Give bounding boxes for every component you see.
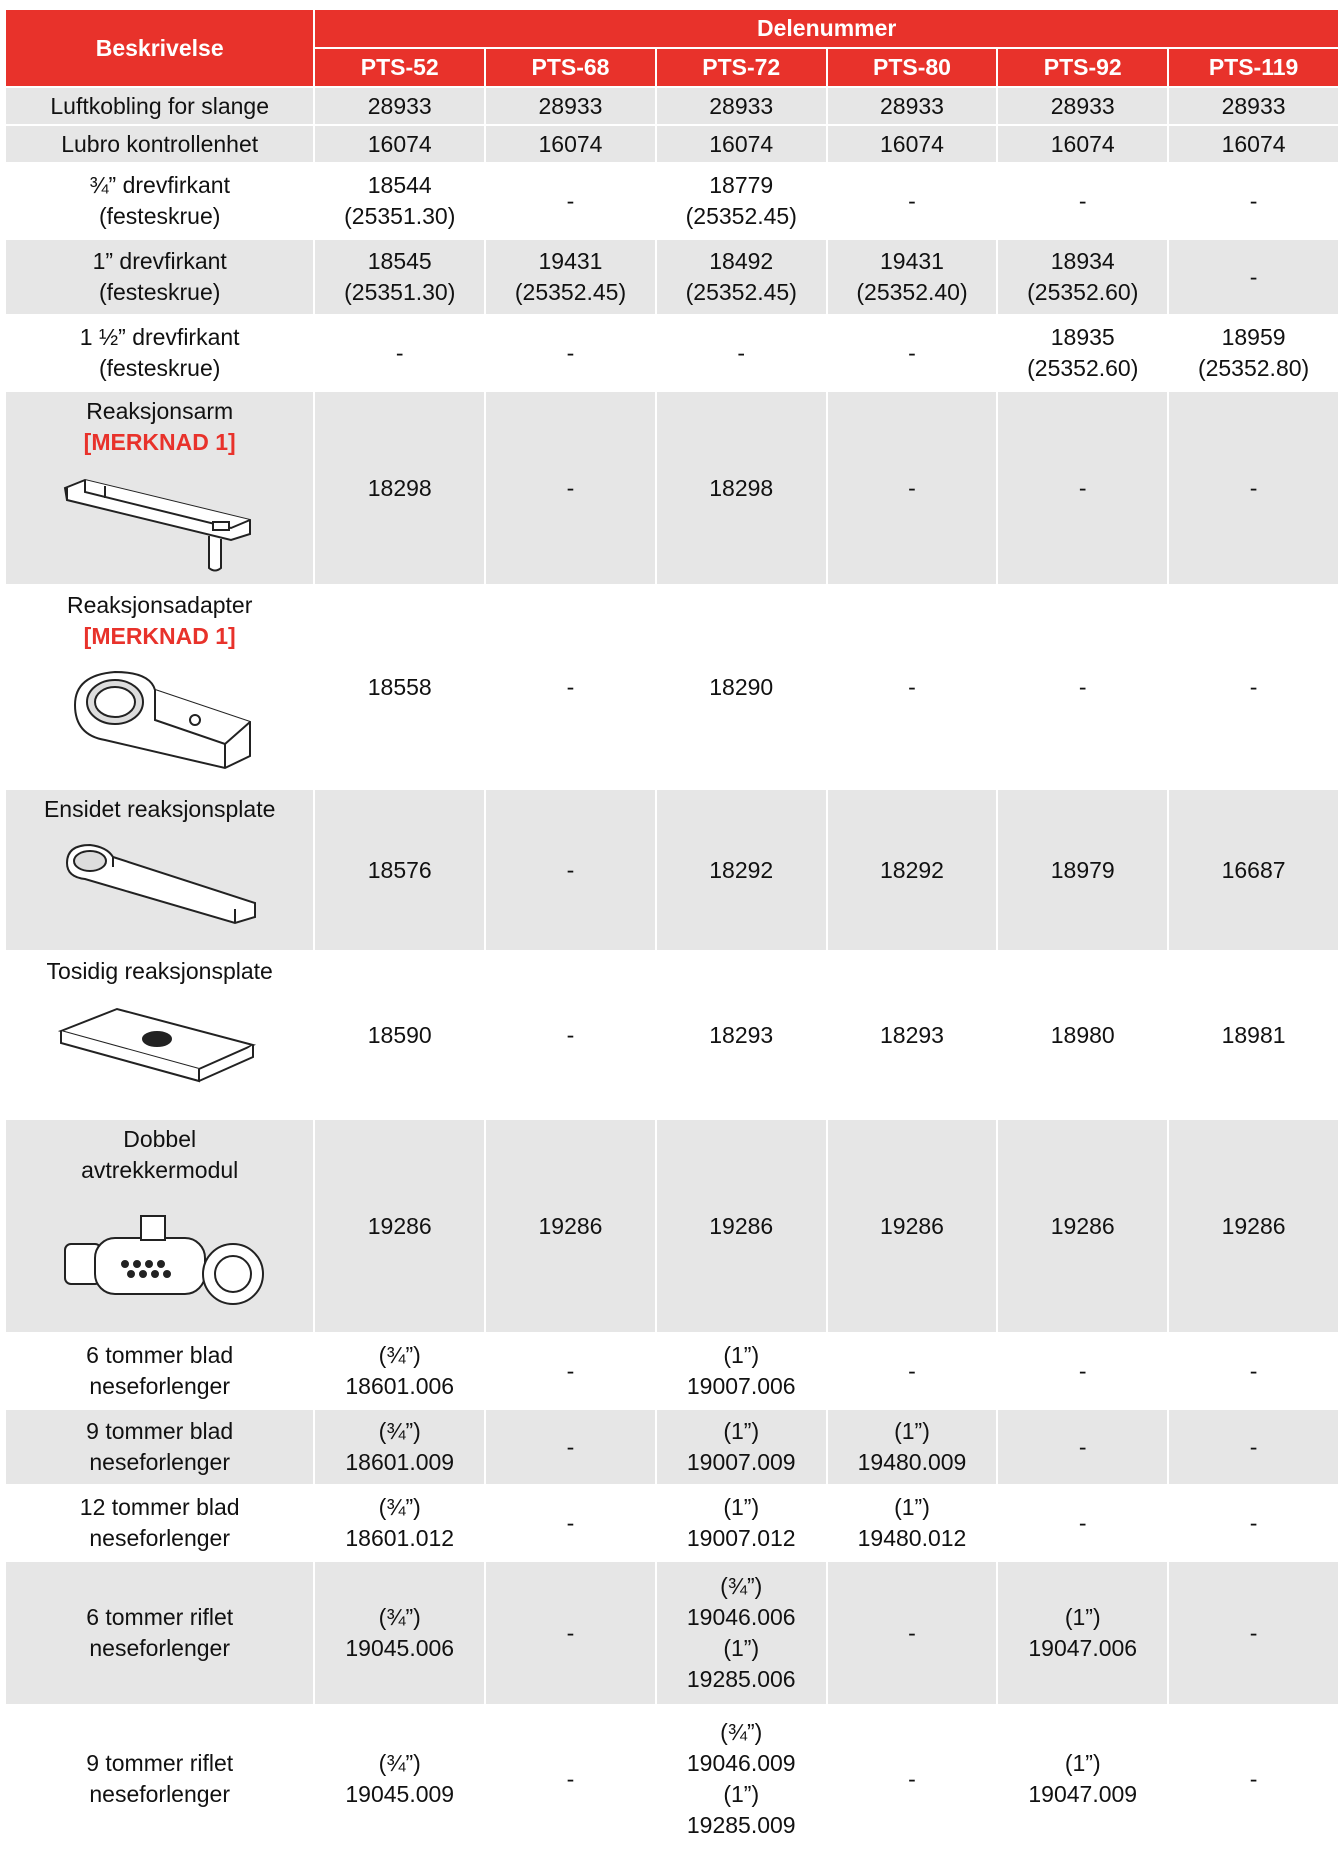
part-number: - (566, 1357, 575, 1384)
part-number-cell (1169, 1120, 1338, 1332)
table-row (6, 240, 1338, 314)
part-number-cell (1169, 1486, 1338, 1560)
part-number: 19047.009 (1028, 1781, 1138, 1807)
note-reference: [MERKNAD 1] (83, 429, 236, 455)
part-number-cell (315, 952, 484, 1118)
part-number: 19286 (367, 1212, 432, 1239)
part-number-cell (998, 1486, 1167, 1560)
part-number: (25352.45) (685, 279, 797, 305)
part-number: 28933 (880, 92, 944, 119)
row-description (6, 316, 313, 390)
description-text: neseforlenger (89, 1449, 231, 1475)
table-row (6, 88, 1338, 124)
row-description (6, 164, 313, 238)
part-number-cell (828, 952, 997, 1118)
part-number: 19480.012 (857, 1525, 967, 1551)
row-description (6, 240, 313, 314)
part-number: 16074 (367, 130, 432, 157)
part-number-cell (998, 88, 1167, 124)
part-number-cell (998, 1562, 1167, 1704)
row-description (6, 392, 313, 584)
parts-table (4, 8, 1340, 1854)
part-number-cell (998, 1120, 1167, 1332)
part-number: (25352.45) (685, 203, 797, 229)
table-row (6, 586, 1338, 788)
part-number: - (566, 1619, 575, 1646)
part-number: 18981 (1221, 1021, 1286, 1048)
part-number-cell (657, 1334, 826, 1408)
part-number: (1”) (894, 1494, 930, 1520)
part-number: - (566, 1509, 575, 1536)
description-text: 6 tommer blad (86, 1342, 234, 1368)
part-number: - (1078, 187, 1087, 214)
part-number: (¾”) (378, 1604, 421, 1630)
description-text: Reaksjonsadapter (66, 592, 253, 618)
table-row (6, 1120, 1338, 1332)
part-number-cell (657, 316, 826, 390)
part-number: (1”) (1064, 1750, 1101, 1776)
part-number: 19046.006 (686, 1604, 796, 1630)
part-number-cell (486, 240, 655, 314)
description-text: Lubro kontrollenhet (61, 130, 259, 157)
description-text: Reaksjonsarm (86, 398, 234, 424)
part-number-cell (486, 1410, 655, 1484)
part-number: - (566, 1765, 575, 1792)
part-number: (¾”) (378, 1418, 421, 1444)
description-text: Tosidig reaksjonsplate (46, 958, 273, 984)
row-description (6, 586, 313, 788)
part-number-cell (657, 790, 826, 950)
dual-trigger-module-icon (10, 1194, 309, 1332)
part-number: - (395, 339, 404, 366)
row-description (6, 1334, 313, 1408)
part-number: (¾”) (378, 1750, 421, 1776)
description-text: neseforlenger (89, 1781, 231, 1807)
part-number-cell (315, 1120, 484, 1332)
part-number-cell (998, 1334, 1167, 1408)
part-number-cell (998, 240, 1167, 314)
part-number-cell (828, 1334, 997, 1408)
description-text: ¾” drevfirkant (89, 172, 230, 198)
part-number: 18558 (367, 673, 432, 700)
part-number-cell (998, 316, 1167, 390)
table-row (6, 164, 1338, 238)
part-number-cell (828, 88, 997, 124)
part-number: (¾”) (378, 1494, 421, 1520)
table-row (6, 1334, 1338, 1408)
table-row (6, 1486, 1338, 1560)
part-number-cell (657, 1706, 826, 1852)
part-number-cell (998, 952, 1167, 1118)
part-number-cell (657, 240, 826, 314)
part-number-cell (1169, 952, 1338, 1118)
part-number: 16074 (1050, 130, 1115, 157)
part-number: - (1249, 1765, 1258, 1792)
part-number: 18544 (367, 172, 432, 198)
description-text: 9 tommer riflet (86, 1750, 234, 1776)
part-number-cell (486, 790, 655, 950)
table-row (6, 316, 1338, 390)
part-number-cell (657, 126, 826, 162)
description-text: neseforlenger (89, 1525, 231, 1551)
single-sided-plate-icon (10, 833, 309, 941)
description-text: Dobbel (123, 1126, 197, 1152)
row-description (6, 790, 313, 950)
note-reference: [MERKNAD 1] (83, 623, 236, 649)
part-number: 18601.009 (345, 1449, 455, 1475)
part-number-cell (998, 790, 1167, 950)
part-number: 19286 (1050, 1212, 1115, 1239)
part-number: 28933 (1050, 92, 1115, 119)
part-number: 19285.006 (686, 1666, 796, 1692)
part-number: (1”) (723, 1342, 760, 1368)
row-description (6, 1562, 313, 1704)
part-number: - (566, 673, 575, 700)
part-number: - (1078, 1509, 1087, 1536)
parts-table-body (6, 88, 1338, 1852)
part-number: - (1249, 187, 1258, 214)
part-number: 18935 (1050, 324, 1115, 350)
part-number: 19286 (709, 1212, 774, 1239)
part-number: - (566, 187, 575, 214)
part-number: (1”) (723, 1635, 760, 1661)
row-description (6, 1486, 313, 1560)
part-number: (1”) (723, 1494, 760, 1520)
description-text: 6 tommer riflet (86, 1604, 234, 1630)
part-number-cell (998, 586, 1167, 788)
part-number: (¾”) (720, 1573, 763, 1599)
part-number: 16074 (538, 130, 603, 157)
part-number: 19480.009 (857, 1449, 967, 1475)
part-number: 19045.006 (345, 1635, 455, 1661)
part-number-cell (828, 316, 997, 390)
part-number-cell (315, 586, 484, 788)
part-number: (¾”) (378, 1342, 421, 1368)
part-number-cell (998, 392, 1167, 584)
part-number: 18292 (709, 856, 774, 883)
part-number-cell (1169, 126, 1338, 162)
part-number-cell (315, 240, 484, 314)
part-number: (1”) (894, 1418, 930, 1444)
part-number-cell (657, 1410, 826, 1484)
part-number-cell (828, 1562, 997, 1704)
part-number: - (1078, 1357, 1087, 1384)
part-number-cell (315, 790, 484, 950)
part-number: 18298 (367, 474, 432, 501)
part-number-cell (828, 1120, 997, 1332)
part-number-cell (998, 164, 1167, 238)
part-number: 18292 (880, 856, 944, 883)
part-number-cell (828, 1486, 997, 1560)
part-number: (1”) (723, 1418, 760, 1444)
part-number: - (1249, 1619, 1258, 1646)
part-number: 19431 (880, 248, 944, 274)
part-number: 19007.006 (686, 1373, 796, 1399)
part-number-cell (315, 392, 484, 584)
description-text: Luftkobling for slange (50, 92, 270, 119)
model-header: PTS-68 (486, 49, 655, 86)
part-number: 18492 (709, 248, 774, 274)
part-number-cell (486, 1334, 655, 1408)
part-number: - (566, 474, 575, 501)
model-header: PTS-80 (828, 49, 997, 86)
part-number-cell (1169, 88, 1338, 124)
part-number-cell (828, 586, 997, 788)
model-header: PTS-52 (315, 49, 484, 86)
description-text: neseforlenger (89, 1635, 231, 1661)
part-number-cell (486, 164, 655, 238)
part-number: 18298 (709, 474, 774, 501)
part-number: 28933 (1221, 92, 1286, 119)
part-number: - (737, 339, 746, 366)
description-text: 12 tommer blad (79, 1494, 240, 1520)
part-number-cell (486, 392, 655, 584)
part-number-cell (315, 88, 484, 124)
part-number: (25351.30) (344, 279, 456, 305)
part-number-cell (657, 1486, 826, 1560)
description-text: avtrekkermodul (81, 1157, 239, 1183)
part-number-header: Delenummer (315, 10, 1338, 47)
description-text: Ensidet reaksjonsplate (43, 796, 276, 822)
part-number-cell (315, 1410, 484, 1484)
part-number: - (1249, 263, 1258, 290)
part-number-cell (828, 1706, 997, 1852)
part-number-cell (315, 1486, 484, 1560)
part-number: 19045.009 (345, 1781, 455, 1807)
part-number-cell (828, 164, 997, 238)
description-text: neseforlenger (89, 1373, 231, 1399)
table-row (6, 1562, 1338, 1704)
row-description (6, 952, 313, 1118)
table-row (6, 952, 1338, 1118)
table-row (6, 1410, 1338, 1484)
part-number: - (908, 1619, 916, 1646)
part-number: (25351.30) (344, 203, 456, 229)
reaction-adapter-icon (10, 660, 309, 788)
row-description (6, 126, 313, 162)
part-number-cell (828, 392, 997, 584)
description-header: Beskrivelse (6, 10, 313, 86)
part-number: 18290 (709, 673, 774, 700)
part-number-cell (315, 1562, 484, 1704)
part-number: 18959 (1221, 324, 1286, 350)
part-number: - (1078, 673, 1087, 700)
part-number: 18980 (1050, 1021, 1115, 1048)
row-description (6, 1120, 313, 1332)
description-text: (festeskrue) (98, 355, 221, 381)
part-number-cell (486, 1706, 655, 1852)
part-number: 19286 (538, 1212, 603, 1239)
part-number: 19047.006 (1028, 1635, 1138, 1661)
part-number-cell (315, 316, 484, 390)
table-row (6, 1706, 1338, 1852)
part-number: - (908, 339, 916, 366)
part-number-cell (1169, 790, 1338, 950)
part-number: - (566, 1021, 575, 1048)
part-number: 18979 (1050, 856, 1115, 883)
double-sided-plate-icon (10, 995, 309, 1093)
part-number: 19286 (880, 1212, 944, 1239)
part-number: 18545 (367, 248, 432, 274)
part-number-cell (1169, 1562, 1338, 1704)
part-number: 19007.012 (686, 1525, 796, 1551)
part-number-cell (657, 164, 826, 238)
part-number-cell (1169, 240, 1338, 314)
row-description (6, 88, 313, 124)
description-text: 1 ½” drevfirkant (79, 324, 240, 350)
part-number: - (908, 474, 916, 501)
part-number: 18576 (367, 856, 432, 883)
part-number-cell (486, 952, 655, 1118)
part-number-cell (315, 126, 484, 162)
row-description (6, 1410, 313, 1484)
part-number-cell (998, 1410, 1167, 1484)
part-number: - (1078, 1433, 1087, 1460)
part-number-cell (657, 392, 826, 584)
table-row (6, 392, 1338, 584)
part-number: - (566, 339, 575, 366)
part-number-cell (1169, 1410, 1338, 1484)
part-number-cell (1169, 164, 1338, 238)
part-number: - (908, 673, 916, 700)
model-header: PTS-72 (657, 49, 826, 86)
part-number-cell (486, 1562, 655, 1704)
part-number: 18293 (709, 1021, 774, 1048)
part-number-cell (998, 126, 1167, 162)
part-number: 18934 (1050, 248, 1115, 274)
part-number: 19286 (1221, 1212, 1286, 1239)
part-number: (25352.45) (514, 279, 627, 305)
part-number-cell (486, 586, 655, 788)
part-number: 28933 (367, 92, 432, 119)
part-number: 18601.012 (345, 1525, 455, 1551)
part-number-cell (315, 1334, 484, 1408)
part-number: 19007.009 (686, 1449, 796, 1475)
row-description (6, 1706, 313, 1852)
part-number: - (1249, 1433, 1258, 1460)
part-number: - (1249, 1357, 1258, 1384)
part-number: (25352.80) (1197, 355, 1310, 381)
part-number-cell (486, 126, 655, 162)
part-number: - (908, 1765, 916, 1792)
part-number: 18601.006 (345, 1373, 455, 1399)
part-number-cell (486, 316, 655, 390)
part-number: (25352.40) (856, 279, 968, 305)
part-number: - (908, 187, 916, 214)
part-number: (1”) (1064, 1604, 1101, 1630)
part-number-cell (657, 586, 826, 788)
part-number: 18293 (880, 1021, 944, 1048)
part-number-cell (657, 1562, 826, 1704)
part-number-cell (657, 952, 826, 1118)
part-number-cell (828, 1410, 997, 1484)
part-number: 16687 (1221, 856, 1286, 883)
part-number-cell (486, 88, 655, 124)
description-text: 9 tommer blad (86, 1418, 234, 1444)
part-number: - (1249, 673, 1258, 700)
part-number-cell (828, 240, 997, 314)
part-number: 19046.009 (686, 1750, 796, 1776)
model-header: PTS-92 (998, 49, 1167, 86)
part-number: (25352.60) (1027, 279, 1139, 305)
description-text: 1” drevfirkant (92, 248, 227, 274)
part-number: - (1078, 474, 1087, 501)
part-number-cell (1169, 316, 1338, 390)
part-number: 18590 (367, 1021, 432, 1048)
description-text: (festeskrue) (98, 279, 221, 305)
part-number: 16074 (880, 130, 944, 157)
table-row (6, 126, 1338, 162)
part-number: - (1249, 1509, 1258, 1536)
part-number-cell (1169, 392, 1338, 584)
part-number-cell (486, 1120, 655, 1332)
part-number: 28933 (538, 92, 603, 119)
part-number-cell (657, 1120, 826, 1332)
part-number-cell (998, 1706, 1167, 1852)
part-number-cell (315, 1706, 484, 1852)
part-number: - (1249, 474, 1258, 501)
part-number: 16074 (709, 130, 774, 157)
part-number-cell (486, 1486, 655, 1560)
part-number: - (908, 1357, 916, 1384)
part-number: 16074 (1221, 130, 1286, 157)
reaction-arm-icon (10, 466, 309, 584)
description-text: (festeskrue) (98, 203, 221, 229)
part-number: (¾”) (720, 1719, 763, 1745)
part-number: - (566, 856, 575, 883)
part-number: - (566, 1433, 575, 1460)
part-number: 28933 (709, 92, 774, 119)
part-number: (1”) (723, 1781, 760, 1807)
part-number: 18779 (709, 172, 774, 198)
part-number-cell (828, 790, 997, 950)
table-row (6, 790, 1338, 950)
part-number-cell (828, 126, 997, 162)
part-number-cell (1169, 1706, 1338, 1852)
part-number-cell (1169, 1334, 1338, 1408)
part-number: 19285.009 (686, 1812, 796, 1838)
model-header: PTS-119 (1169, 49, 1338, 86)
part-number: 19431 (538, 248, 603, 274)
part-number-cell (315, 164, 484, 238)
part-number-cell (657, 88, 826, 124)
part-number-cell (1169, 586, 1338, 788)
part-number: (25352.60) (1027, 355, 1139, 381)
